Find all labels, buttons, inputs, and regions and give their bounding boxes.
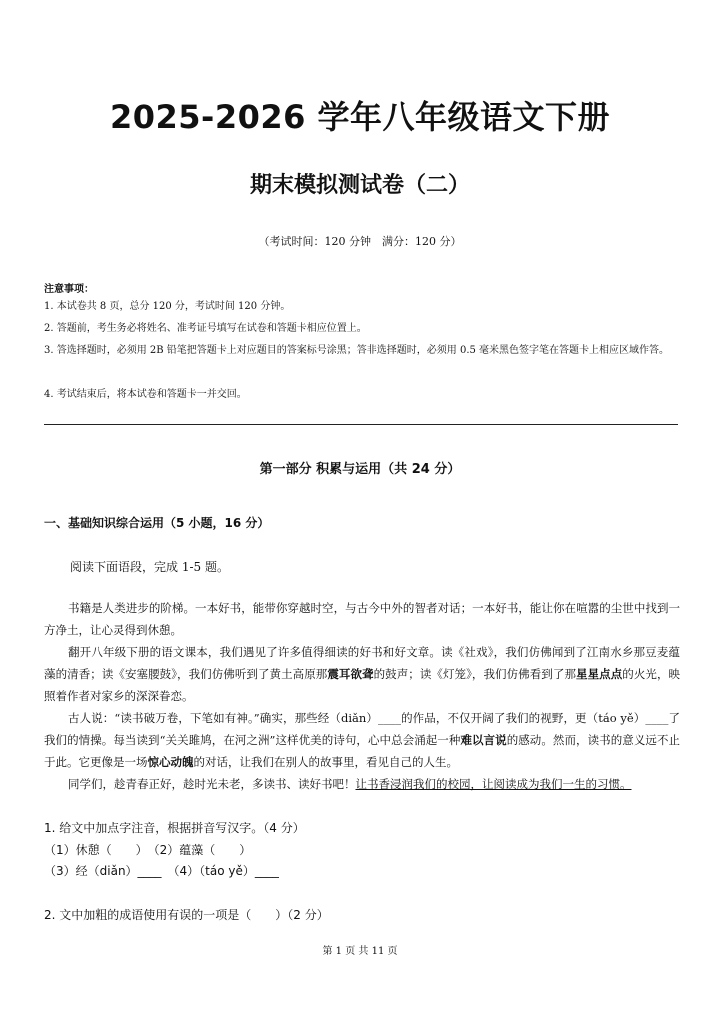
passage-text: 书籍是人类进步的阶梯。一本好书，能带你穿越时空，与古今中外的智者对话；一本好书，能让你在喧嚣的尘世中找到一方净土，让心灵得到休憩。: [44, 601, 680, 637]
part-title: 第一部分 积累与运用（共 24 分）: [259, 462, 461, 477]
note-item: 2. 答题前，考生务必将姓名、准考证号填写在试卷和答题卡相应位置上。: [44, 323, 367, 334]
question-1-stem: 1. 给文中加点字注音，根据拼音写汉字。（4 分）: [44, 821, 305, 835]
question-1-line: （1）休憩（ ） （2）蕴藻（ ）: [44, 843, 252, 857]
passage-text: 的火光，映照着作者对家乡的深深眷恋。: [44, 667, 681, 703]
passage-paragraph: [44, 597, 680, 641]
bold-idiom: 难以言说: [460, 733, 507, 747]
instruction: 阅读下面语段，完成 1-5 题。: [70, 560, 229, 574]
page-footer: 第 1 页 共 11 页: [322, 946, 398, 957]
passage-paragraph: [44, 641, 680, 707]
note-item: 1. 本试卷共 8 页，总分 120 分，考试时间 120 分钟。: [44, 301, 291, 312]
passage-text: 的感动。然而，读书的意义远不止于此。它更像是一场: [44, 733, 681, 769]
exam-info: （考试时间：120 分钟 满分：120 分）: [258, 235, 462, 248]
underlined-sentence: 让书香浸润我们的校园，让阅读成为我们一生的习惯。: [355, 777, 632, 791]
question-2-stem: 2. 文中加粗的成语使用有误的一项是（ ）（2 分）: [44, 908, 329, 922]
document-subtitle: 期末模拟测试卷（二）: [249, 173, 470, 198]
note-item: 4. 考试结束后，将本试卷和答题卡一并交回。: [44, 389, 247, 400]
passage-paragraph: [44, 707, 680, 773]
passage-text: 翻开八年级下册的语文课本，我们遇见了许多值得细读的好书和好文章。读《社戏》，我们仿佛闻到了江南水乡那豆麦蕴藻的清香；读《安塞腰鼓》，我们仿佛听到了黄土高原那: [44, 645, 680, 681]
note-item: 3. 答选择题时，必须用 2B 铅笔把答题卡上对应题目的答案标号涂黑；答非选择题时，必须用 0.5 毫米黑色签字笔在答题卡上相应区域作答。: [44, 345, 670, 356]
bold-idiom: 惊心动魄: [147, 755, 194, 769]
document-title: 2025-2026 学年八年级语文下册: [109, 98, 611, 136]
bold-idiom: 星星点点: [576, 667, 623, 681]
question-1-line: （3）经（diǎn）____ （4）（táo yě）____: [44, 864, 279, 878]
passage-text: 的鼓声；读《灯笼》，我们仿佛看到了那: [373, 667, 577, 681]
passage-text: 古人说：“读书破万卷，下笔如有神。”确实，那些经（diǎn）____的作品，不仅开阔了我们的视野，更（táo yě）____了我们的情操。每当读到“关关雎鸠，在河之洲”这样优美的诗句，心中总会涌起一种: [44, 711, 680, 747]
divider: [44, 424, 678, 425]
notes-heading: 注意事项：: [44, 284, 94, 295]
passage-paragraph: [44, 773, 680, 795]
passage-text: 的对话，让我们在别人的故事里，看见自己的人生。: [193, 755, 458, 769]
section-title: 一、基础知识综合运用（5 小题，16 分）: [44, 516, 270, 530]
bold-idiom: 震耳欲聋: [327, 667, 374, 681]
passage-text: 同学们，趁青春正好，趁时光未老，多读书、读好书吧！: [68, 777, 356, 791]
